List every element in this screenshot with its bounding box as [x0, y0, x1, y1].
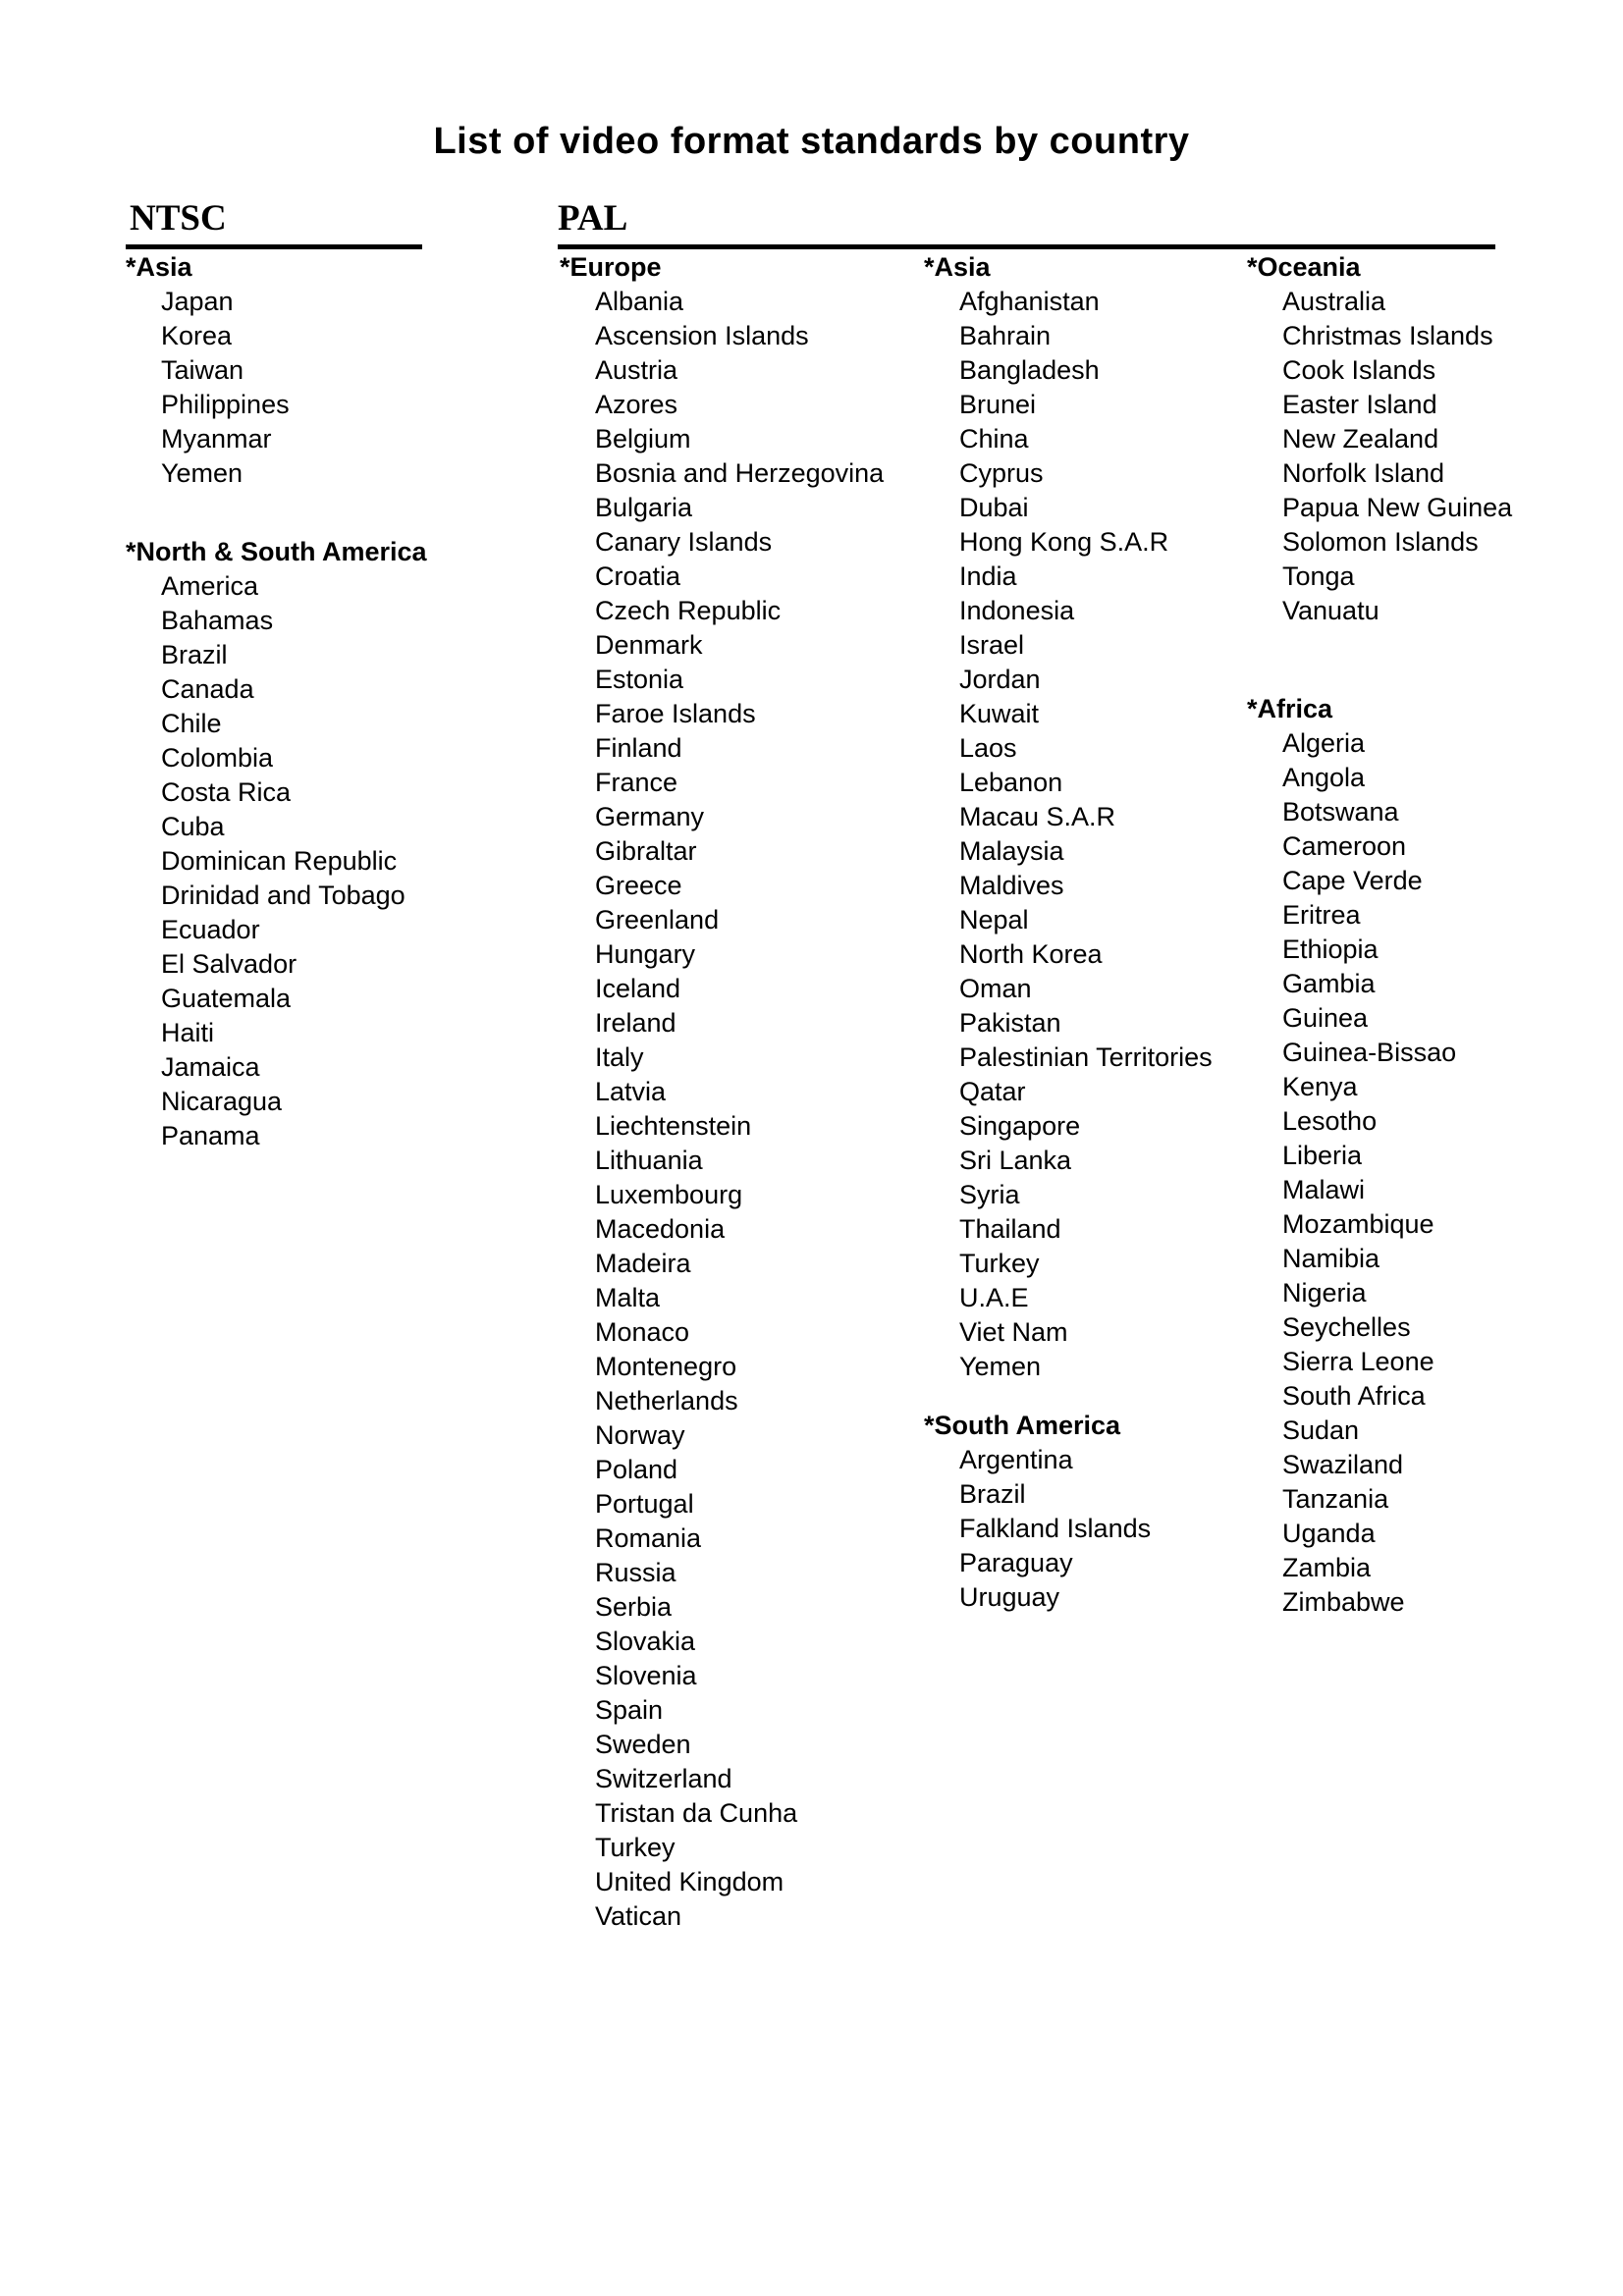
country-item: Macedonia: [595, 1214, 726, 1244]
country-item: Bangladesh: [959, 355, 1100, 385]
group-header-pal-europe: *Europe: [560, 252, 662, 282]
country-item: Taiwan: [161, 355, 244, 385]
country-item: Iceland: [595, 974, 681, 1003]
country-item: North Korea: [959, 939, 1103, 969]
pal-underline-rule: [558, 244, 1495, 249]
ntsc-north-south-america-group: [126, 535, 427, 1153]
country-item: Greece: [595, 871, 682, 900]
country-item: Greenland: [595, 905, 720, 934]
country-item: Brunei: [959, 390, 1037, 419]
country-item: Angola: [1282, 763, 1366, 792]
country-list-pal-south-america: [924, 1443, 1213, 1615]
country-item: Lebanon: [959, 768, 1063, 797]
group-header-ntsc-north-south-america: *North & South America: [126, 537, 427, 566]
country-item: Cyprus: [959, 458, 1044, 488]
country-item: Kenya: [1282, 1072, 1358, 1101]
country-item: Madeira: [595, 1249, 691, 1278]
country-item: Dubai: [959, 493, 1029, 522]
country-item: Australia: [1282, 287, 1386, 316]
country-item: Ethiopia: [1282, 934, 1379, 964]
country-item: Viet Nam: [959, 1317, 1068, 1347]
country-list-pal-asia: [924, 285, 1213, 1384]
country-item: Latvia: [595, 1077, 667, 1106]
country-item: Sri Lanka: [959, 1146, 1072, 1175]
country-item: Dominican Republic: [161, 846, 398, 876]
country-item: Vatican: [595, 1901, 682, 1931]
country-item: Belgium: [595, 424, 691, 454]
country-item: Costa Rica: [161, 777, 292, 807]
country-item: Azores: [595, 390, 678, 419]
country-item: Lithuania: [595, 1146, 703, 1175]
country-item: Sweden: [595, 1730, 691, 1759]
country-item: Botswana: [1282, 797, 1399, 827]
pal-asia-column: [924, 250, 1213, 1615]
country-item: Malta: [595, 1283, 661, 1312]
country-item: Estonia: [595, 665, 684, 694]
country-item: Nicaragua: [161, 1087, 283, 1116]
page-title: List of video format standards by country: [433, 121, 1190, 163]
ntsc-column: [126, 250, 427, 1153]
country-item: Philippines: [161, 390, 290, 419]
country-item: Croatia: [595, 561, 681, 591]
country-item: Tristan da Cunha: [595, 1798, 798, 1828]
country-item: Namibia: [1282, 1244, 1380, 1273]
country-item: Tanzania: [1282, 1484, 1389, 1514]
country-item: Korea: [161, 321, 233, 350]
country-item: China: [959, 424, 1029, 454]
country-item: Tonga: [1282, 561, 1355, 591]
country-item: Bosnia and Herzegovina: [595, 458, 885, 488]
country-item: Panama: [161, 1121, 260, 1150]
country-item: Yemen: [161, 458, 243, 488]
pal-europe-group: [560, 250, 884, 1934]
country-item: France: [595, 768, 678, 797]
pal-heading: PAL: [558, 198, 628, 239]
country-item: Drinidad and Tobago: [161, 881, 406, 910]
country-item: Eritrea: [1282, 900, 1361, 930]
pal-asia-group: [924, 250, 1213, 1384]
country-item: Cuba: [161, 812, 225, 841]
country-item: Gambia: [1282, 969, 1376, 998]
country-item: Oman: [959, 974, 1032, 1003]
country-item: Uganda: [1282, 1519, 1376, 1548]
country-item: Malawi: [1282, 1175, 1366, 1204]
country-item: Turkey: [595, 1833, 676, 1862]
country-item: Canada: [161, 674, 254, 704]
pal-africa-group: [1247, 692, 1512, 1620]
country-item: Nepal: [959, 905, 1029, 934]
country-item: Cape Verde: [1282, 866, 1423, 895]
country-item: Laos: [959, 733, 1017, 763]
country-item: New Zealand: [1282, 424, 1439, 454]
pal-europe-column: [560, 250, 884, 1934]
country-item: Uruguay: [959, 1582, 1060, 1612]
country-item: Netherlands: [595, 1386, 738, 1415]
country-item: Solomon Islands: [1282, 527, 1479, 557]
country-item: Qatar: [959, 1077, 1026, 1106]
country-item: Norway: [595, 1420, 685, 1450]
country-item: Mozambique: [1282, 1209, 1434, 1239]
country-item: Faroe Islands: [595, 699, 756, 728]
country-item: U.A.E: [959, 1283, 1029, 1312]
group-header-pal-africa: *Africa: [1247, 694, 1333, 723]
country-item: Liberia: [1282, 1141, 1363, 1170]
country-item: Malaysia: [959, 836, 1064, 866]
country-list-pal-africa: [1247, 726, 1512, 1620]
country-item: Indonesia: [959, 596, 1075, 625]
country-item: Canary Islands: [595, 527, 773, 557]
country-item: Algeria: [1282, 728, 1366, 758]
country-item: Sudan: [1282, 1415, 1360, 1445]
country-item: Falkland Islands: [959, 1514, 1152, 1543]
country-item: Bahrain: [959, 321, 1052, 350]
country-item: Serbia: [595, 1592, 673, 1622]
country-item: United Kingdom: [595, 1867, 784, 1896]
country-item: Christmas Islands: [1282, 321, 1493, 350]
country-item: Norfolk Island: [1282, 458, 1445, 488]
country-item: El Salvador: [161, 949, 298, 979]
country-item: Seychelles: [1282, 1312, 1411, 1342]
country-item: Guatemala: [161, 984, 292, 1013]
country-item: Syria: [959, 1180, 1020, 1209]
group-header-pal-oceania: *Oceania: [1247, 252, 1361, 282]
country-item: Swaziland: [1282, 1450, 1404, 1479]
country-item: Brazil: [161, 640, 228, 669]
country-item: Jamaica: [161, 1052, 260, 1082]
country-item: Guinea: [1282, 1003, 1369, 1033]
pal-oceania-africa-column: [1247, 250, 1512, 1620]
country-item: Zambia: [1282, 1553, 1372, 1582]
country-item: Easter Island: [1282, 390, 1437, 419]
country-item: Poland: [595, 1455, 678, 1484]
country-item: Vanuatu: [1282, 596, 1380, 625]
country-item: Gibraltar: [595, 836, 697, 866]
country-item: Austria: [595, 355, 678, 385]
country-item: Romania: [595, 1523, 702, 1553]
country-list-pal-europe: [560, 285, 884, 1934]
country-item: Ireland: [595, 1008, 676, 1038]
ntsc-asia-group: [126, 250, 427, 491]
country-list-ntsc-north-south-america: [126, 569, 427, 1153]
pal-oceania-group: [1247, 250, 1512, 628]
country-item: Papua New Guinea: [1282, 493, 1513, 522]
country-item: Bulgaria: [595, 493, 693, 522]
country-item: Myanmar: [161, 424, 272, 454]
country-item: Macau S.A.R: [959, 802, 1116, 831]
country-item: Luxembourg: [595, 1180, 743, 1209]
country-item: Palestinian Territories: [959, 1042, 1213, 1072]
country-item: India: [959, 561, 1017, 591]
country-item: Afghanistan: [959, 287, 1100, 316]
country-item: Yemen: [959, 1352, 1042, 1381]
country-item: Ecuador: [161, 915, 260, 944]
country-item: Zimbabwe: [1282, 1587, 1405, 1617]
country-item: Germany: [595, 802, 705, 831]
country-item: Colombia: [161, 743, 274, 773]
country-item: Pakistan: [959, 1008, 1061, 1038]
country-item: Ascension Islands: [595, 321, 809, 350]
country-item: Slovenia: [595, 1661, 697, 1690]
country-item: Lesotho: [1282, 1106, 1378, 1136]
country-item: Hungary: [595, 939, 696, 969]
group-header-ntsc-asia: *Asia: [126, 252, 192, 282]
country-item: Hong Kong S.A.R: [959, 527, 1169, 557]
country-item: Kuwait: [959, 699, 1040, 728]
country-item: Jordan: [959, 665, 1041, 694]
country-item: Nigeria: [1282, 1278, 1367, 1308]
country-item: Singapore: [959, 1111, 1081, 1141]
country-item: Denmark: [595, 630, 703, 660]
country-item: Liechtenstein: [595, 1111, 752, 1141]
country-item: Montenegro: [595, 1352, 737, 1381]
country-item: Cook Islands: [1282, 355, 1436, 385]
ntsc-underline-rule: [126, 244, 422, 249]
country-item: Italy: [595, 1042, 644, 1072]
country-item: Monaco: [595, 1317, 690, 1347]
group-header-pal-asia: *Asia: [924, 252, 991, 282]
country-item: Switzerland: [595, 1764, 732, 1793]
country-item: Finland: [595, 733, 682, 763]
country-item: Bahamas: [161, 606, 274, 635]
country-item: Cameroon: [1282, 831, 1407, 861]
country-item: Thailand: [959, 1214, 1061, 1244]
group-header-pal-south-america: *South America: [924, 1411, 1121, 1440]
country-item: South Africa: [1282, 1381, 1426, 1411]
country-item: Russia: [595, 1558, 676, 1587]
country-item: Czech Republic: [595, 596, 782, 625]
country-item: Guinea-Bissao: [1282, 1038, 1457, 1067]
ntsc-heading: NTSC: [130, 198, 227, 239]
country-item: Chile: [161, 709, 222, 738]
country-item: Turkey: [959, 1249, 1040, 1278]
country-item: Maldives: [959, 871, 1064, 900]
country-item: America: [161, 571, 259, 601]
country-item: Paraguay: [959, 1548, 1073, 1577]
country-item: Sierra Leone: [1282, 1347, 1434, 1376]
country-list-ntsc-asia: [126, 285, 427, 491]
country-item: Spain: [595, 1695, 664, 1725]
country-item: Haiti: [161, 1018, 215, 1047]
country-item: Slovakia: [595, 1627, 696, 1656]
country-item: Albania: [595, 287, 684, 316]
country-item: Japan: [161, 287, 234, 316]
country-item: Portugal: [595, 1489, 694, 1519]
country-item: Israel: [959, 630, 1025, 660]
country-item: Argentina: [959, 1445, 1073, 1474]
country-item: Brazil: [959, 1479, 1026, 1509]
country-list-pal-oceania: [1247, 285, 1512, 628]
pal-south-america-group: [924, 1409, 1213, 1615]
